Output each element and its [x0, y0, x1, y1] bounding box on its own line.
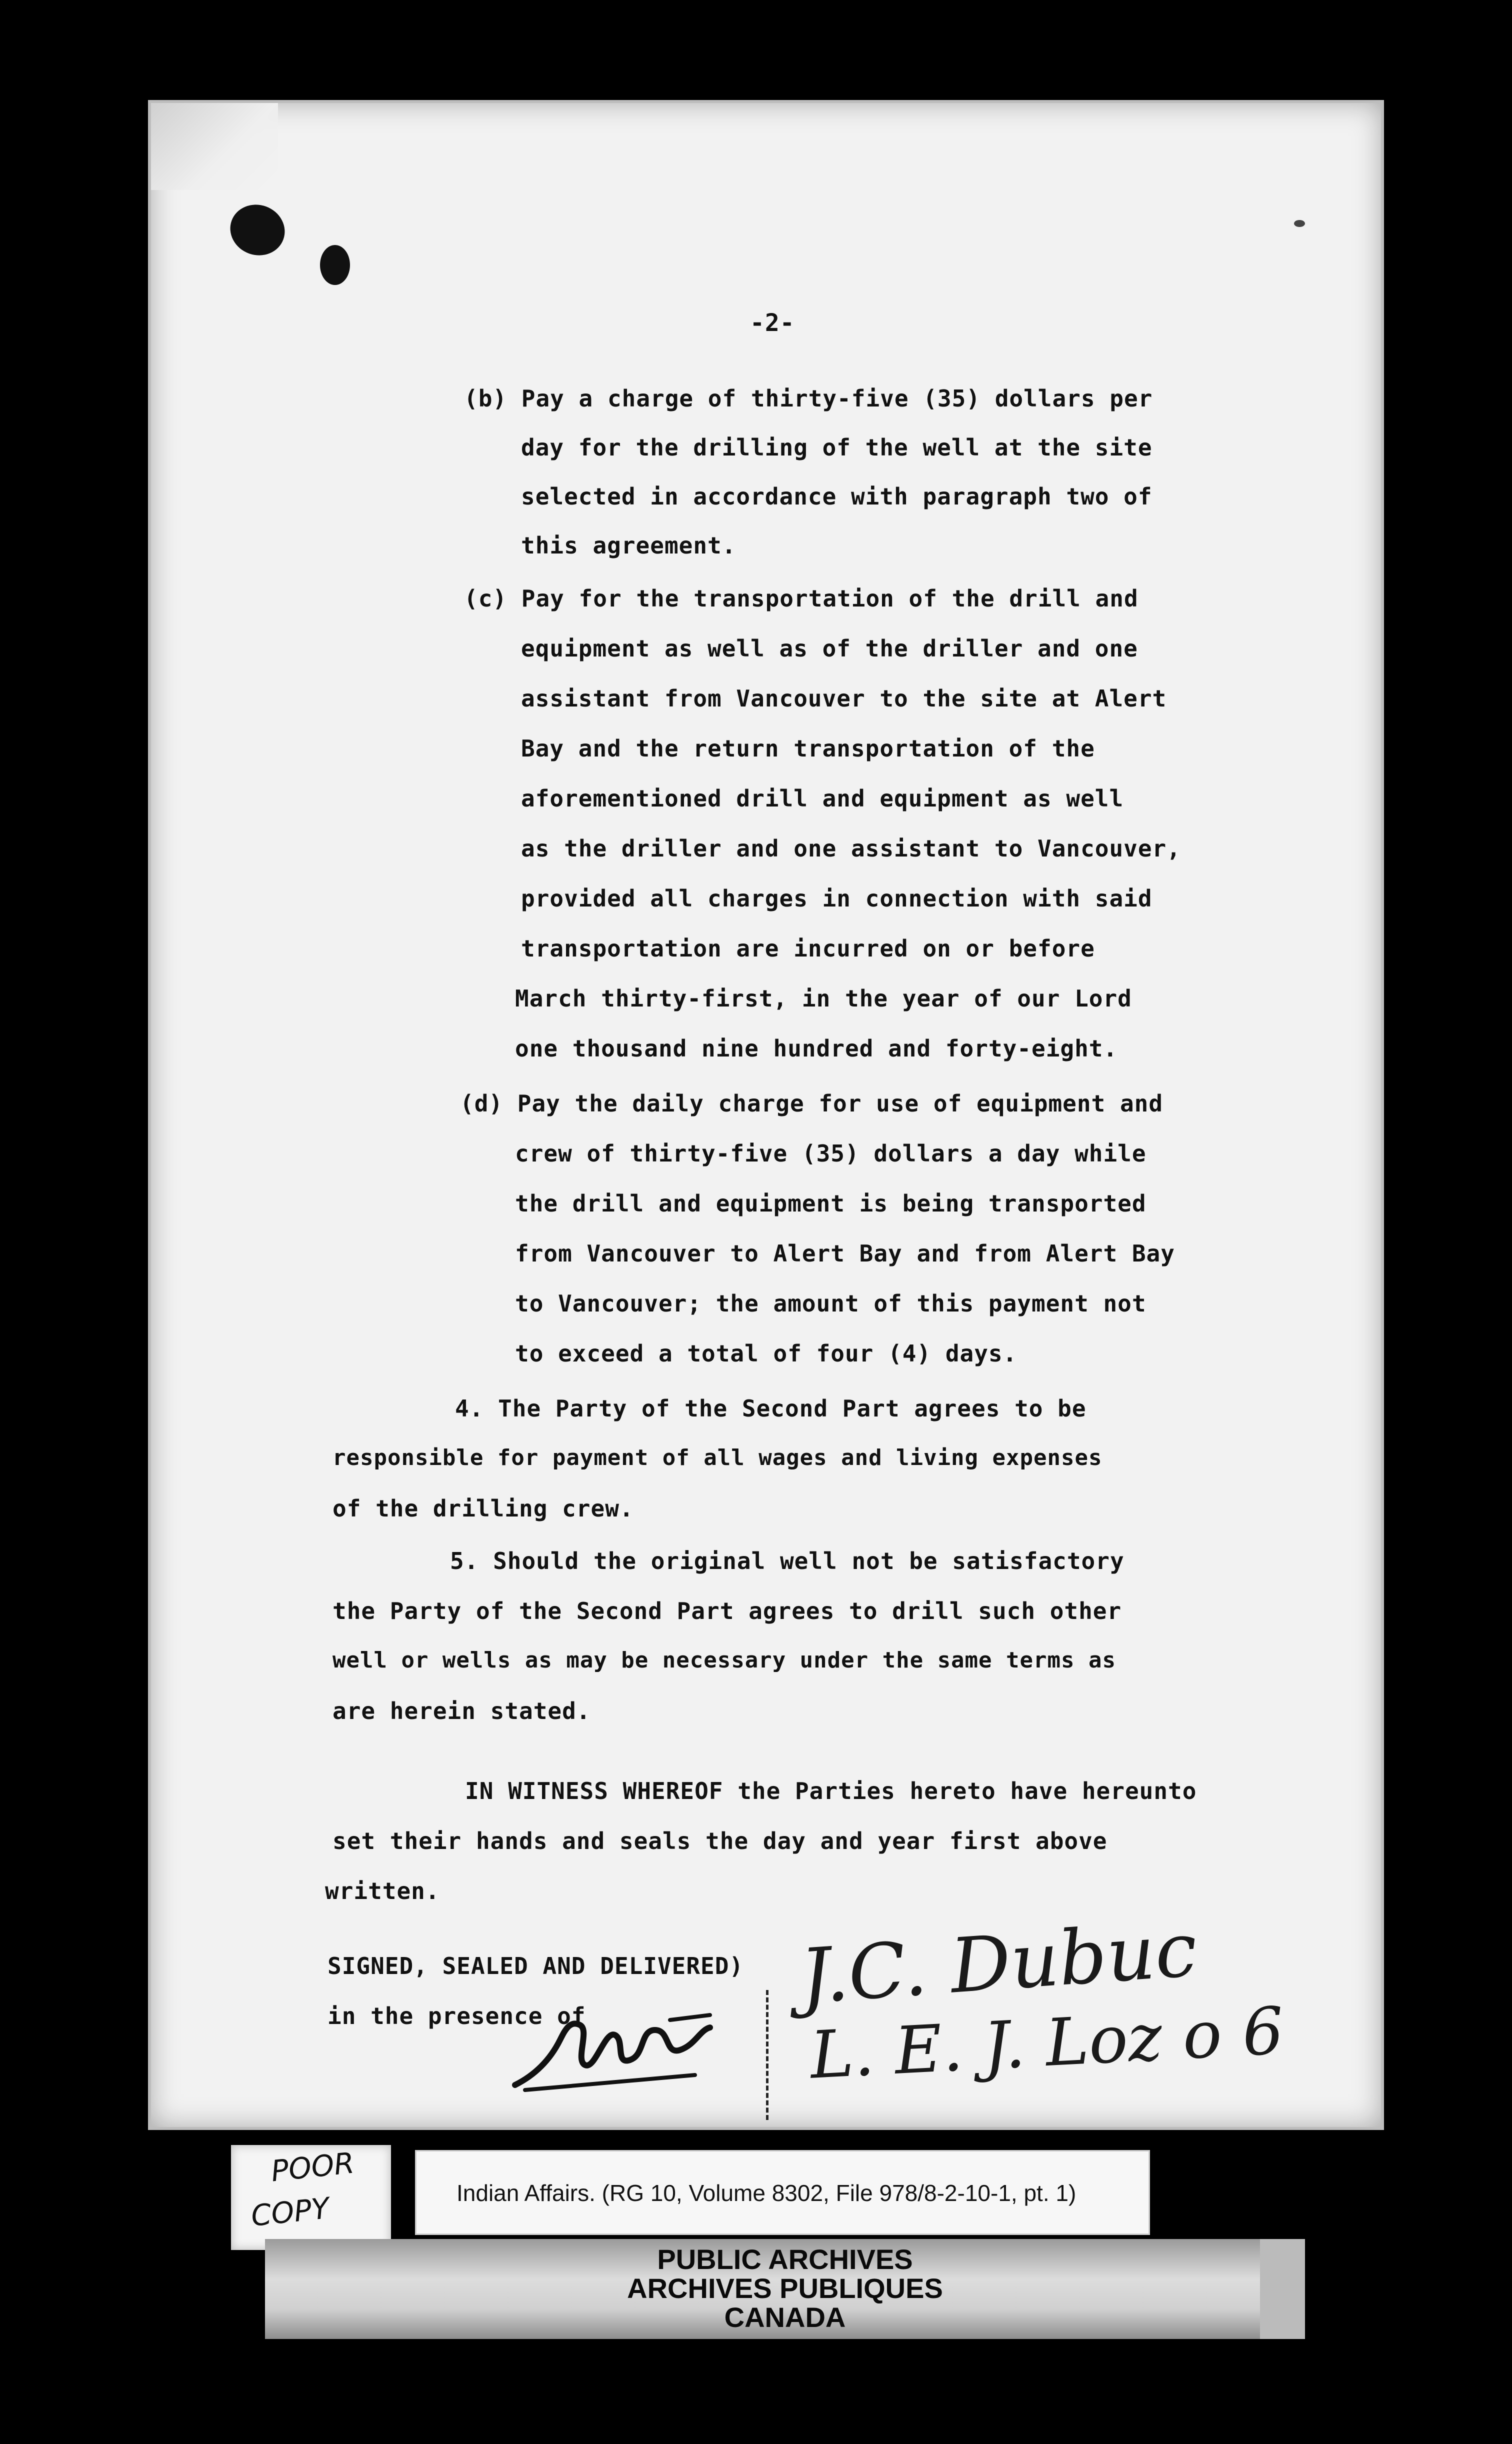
signed-sealed-label: SIGNED, SEALED AND DELIVERED): [328, 1952, 744, 1980]
text-line: selected in accordance with paragraph two of: [521, 483, 1152, 510]
text-line: the drill and equipment is being transported: [515, 1190, 1146, 1217]
archive-stamp: [550, 2245, 1020, 2332]
text-line: 5. Should the original well not be satisfactory: [450, 1548, 1124, 1574]
text-line: (c) Pay for the transportation of the drill and: [464, 585, 1138, 612]
archive-reference-text: Indian Affairs. (RG 10, Volume 8302, File 978/8-2-10-1, pt. 1): [456, 2180, 1076, 2206]
signature-scrawl: [505, 2000, 720, 2095]
text-line: 4. The Party of the Second Part agrees to be: [455, 1395, 1086, 1422]
handwritten-signature-line2: L. E. J. Loz o 6: [808, 1992, 1286, 2094]
poor-copy-line2: COPY: [249, 2191, 331, 2233]
text-line: well or wells as may be necessary under the same terms as: [332, 1648, 1116, 1673]
signature-bracket: [766, 1990, 768, 2120]
text-line: responsible for payment of all wages and living expenses: [332, 1445, 1102, 1470]
punch-hole: [320, 245, 350, 285]
handwritten-signature-line1: J.C. Dubuc: [797, 1906, 1200, 2021]
text-line: from Vancouver to Alert Bay and from Alert Bay: [515, 1240, 1175, 1267]
text-line: the Party of the Second Part agrees to drill such other: [332, 1598, 1122, 1624]
text-line: of the drilling crew.: [332, 1495, 634, 1522]
text-line: this agreement.: [521, 532, 736, 559]
text-line: crew of thirty-five (35) dollars a day while: [515, 1140, 1146, 1167]
text-line: day for the drilling of the well at the site: [521, 434, 1152, 461]
text-line: Bay and the return transportation of the: [521, 735, 1095, 762]
archive-reference-label: [415, 2150, 1150, 2235]
text-line: one thousand nine hundred and forty-eight.: [515, 1035, 1118, 1062]
ink-speck: [1294, 220, 1305, 227]
text-line: equipment as well as of the driller and one: [521, 635, 1138, 662]
text-line: IN WITNESS WHEREOF the Parties hereto have hereunto: [465, 1778, 1197, 1804]
text-line: aforementioned drill and equipment as well: [521, 785, 1124, 812]
archive-stamp-line3: CANADA: [724, 2302, 846, 2333]
poor-copy-note: [231, 2145, 391, 2250]
text-line: transportation are incurred on or before: [521, 935, 1095, 962]
text-line: as the driller and one assistant to Vancouver,: [521, 835, 1181, 862]
presence-label: in the presence of: [328, 2002, 586, 2030]
text-line: March thirty-first, in the year of our Lord: [515, 985, 1132, 1012]
archive-stamp-line1: PUBLIC ARCHIVES: [657, 2244, 913, 2275]
folded-corner: [148, 100, 278, 190]
text-line: provided all charges in connection with said: [521, 885, 1152, 912]
text-line: assistant from Vancouver to the site at Alert: [521, 685, 1167, 712]
text-line: (d) Pay the daily charge for use of equipment and: [460, 1090, 1164, 1117]
text-line: written.: [325, 1878, 440, 1904]
archive-stamp-line2: ARCHIVES PUBLIQUES: [627, 2272, 943, 2304]
text-line: to exceed a total of four (4) days.: [515, 1340, 1018, 1367]
text-line: to Vancouver; the amount of this payment not: [515, 1290, 1146, 1317]
stamp-strip-end: [1260, 2239, 1305, 2339]
text-line: are herein stated.: [332, 1698, 591, 1724]
text-line: set their hands and seals the day and year first above: [332, 1828, 1108, 1854]
page-number: -2-: [750, 309, 795, 337]
poor-copy-line1: POOR: [269, 2146, 356, 2188]
text-line: (b) Pay a charge of thirty-five (35) dollars per: [464, 385, 1153, 412]
witness-signature: [505, 2000, 720, 2095]
